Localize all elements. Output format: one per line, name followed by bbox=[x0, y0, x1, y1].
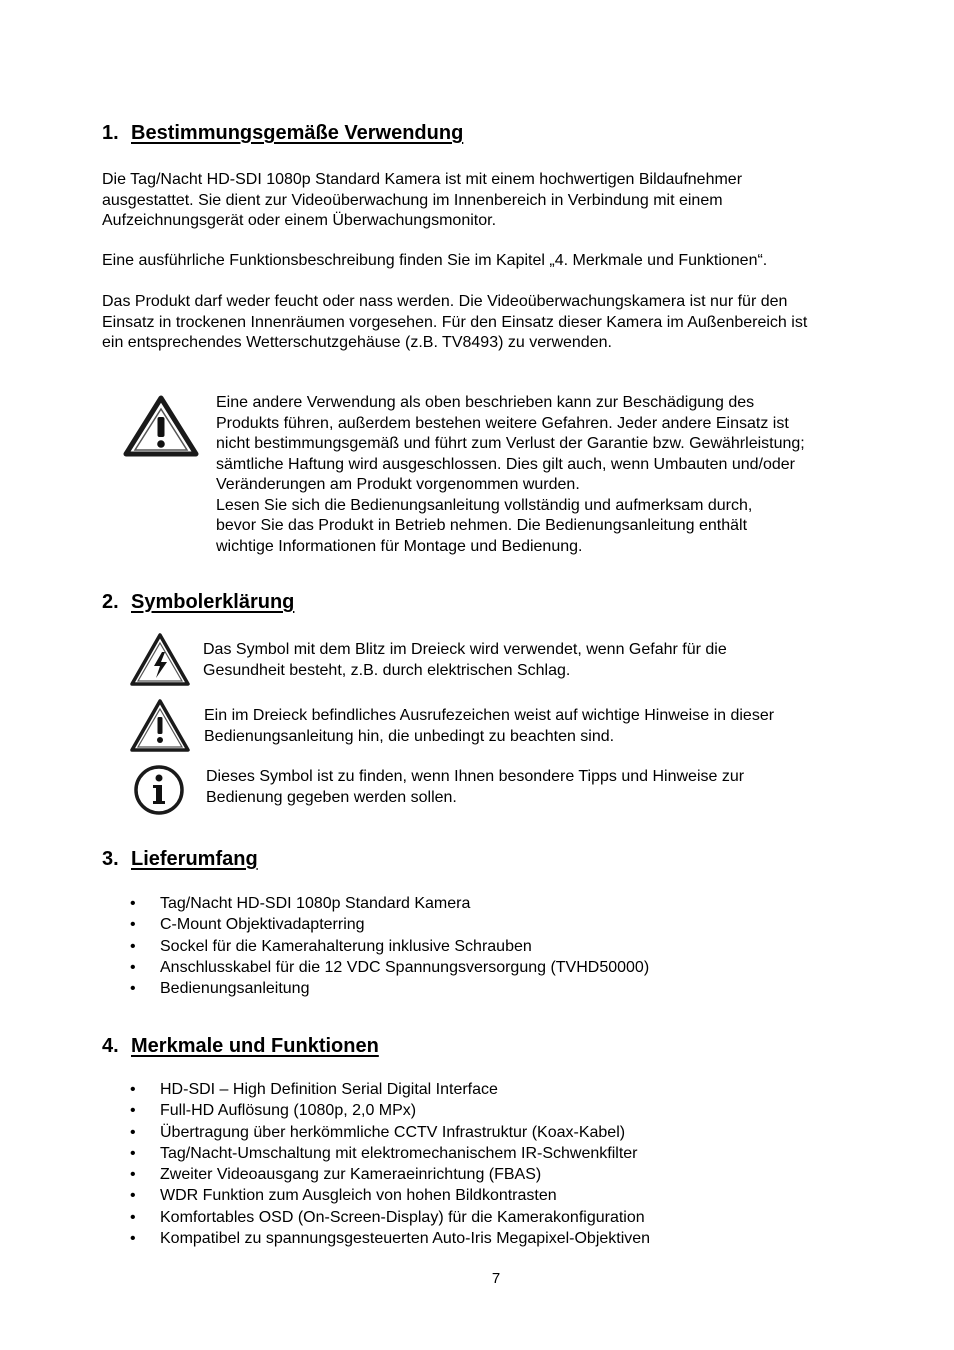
section-title: Bestimmungsgemäße Verwendung bbox=[131, 122, 464, 144]
section-number: 2. bbox=[102, 591, 119, 613]
list-item: • Tag/Nacht HD-SDI 1080p Standard Kamera bbox=[104, 893, 649, 914]
list-item: • Zweiter Videoausgang zur Kameraeinrichtung (FBAS) bbox=[104, 1164, 650, 1185]
list-item: • Bedienungsanleitung bbox=[104, 978, 649, 999]
lightning-triangle-icon bbox=[129, 632, 191, 688]
section-2-heading bbox=[102, 590, 294, 614]
info-symbol-text: Dieses Symbol ist zu finden, wenn Ihnen besondere Tipps und Hinweise zur Bedienung gegeben werden sollen. bbox=[206, 768, 745, 806]
environment-paragraph: Das Produkt darf weder feucht oder nass werden. Die Videoüberwachungskamera ist nur für den Einsatz in trockenen Innenräumen vorgesehen. Für den Einsatz dieser Kamera im Außenbereich ist ein entsprechendes Wetterschutzgehäuse (z.B. TV8493) zu verwenden. bbox=[102, 293, 808, 351]
list-item: • Tag/Nacht-Umschaltung mit elektromechanischem IR-Schwenkfilter bbox=[104, 1143, 650, 1164]
warning-triangle-icon bbox=[123, 394, 199, 458]
list-item: • Komfortables OSD (On-Screen-Display) für die Kamerakonfiguration bbox=[104, 1207, 650, 1228]
list-item: • Anschlusskabel für die 12 VDC Spannungsversorgung (TVHD50000) bbox=[104, 957, 649, 978]
list-item: • Sockel für die Kamerahalterung inklusive Schrauben bbox=[104, 936, 649, 957]
exclamation-triangle-icon bbox=[129, 698, 191, 754]
warning-text: Eine andere Verwendung als oben beschrieben kann zur Beschädigung des Produkts führen, außerdem bestehen weitere Gefahren. Jeder andere Einsatz ist nicht bestimmungsgemäß und führt zum Verlust der Garantie bzw. Gewährleistung; sämtliche Haftung wird ausgeschlossen. Dies gilt auch, wenn Umbauten und/oder Veränderungen am Produkt vorgenommen wurden. Lesen Sie sich die Bedienungsanleitung vollständig und aufmerksam durch, bevor Sie das Produkt in Betrieb nehmen. Die Bedienungsanleitung enthält wichtige Informationen für Montage und Bedienung. bbox=[216, 394, 805, 555]
lightning-symbol-text: Das Symbol mit dem Blitz im Dreieck wird verwendet, wenn Gefahr für die Gesundheit besteht, z.B. durch elektrischen Schlag. bbox=[203, 641, 727, 679]
section-3-heading bbox=[102, 847, 258, 871]
features-list bbox=[104, 1079, 650, 1249]
delivery-list bbox=[104, 893, 649, 999]
list-item: • HD-SDI – High Definition Serial Digital Interface bbox=[104, 1079, 650, 1100]
section-number: 3. bbox=[102, 848, 119, 870]
section-title: Lieferumfang bbox=[131, 848, 258, 870]
section-title: Merkmale und Funktionen bbox=[131, 1035, 379, 1057]
section-title: Symbolerklärung bbox=[131, 591, 295, 613]
info-circle-icon bbox=[132, 763, 186, 817]
section-number: 4. bbox=[102, 1035, 119, 1057]
list-item: • WDR Funktion zum Ausgleich von hohen Bildkontrasten bbox=[104, 1185, 650, 1206]
intro-paragraph: Die Tag/Nacht HD-SDI 1080p Standard Kamera ist mit einem hochwertigen Bildaufnehmer ausgestattet. Sie dient zur Videoüberwachung im Innenbereich in Verbindung mit einem Aufzeichnungsgerät oder einem Überwachungsmonitor. bbox=[102, 171, 743, 229]
list-item: • Übertragung über herkömmliche CCTV Infrastruktur (Koax-Kabel) bbox=[104, 1122, 650, 1143]
exclamation-symbol-text: Ein im Dreieck befindliches Ausrufezeichen weist auf wichtige Hinweise in dieser Bedienungsanleitung hin, die unbedingt zu beachten sind. bbox=[204, 707, 775, 745]
page-number: 7 bbox=[491, 1270, 501, 1287]
list-item: • Full-HD Auflösung (1080p, 2,0 MPx) bbox=[104, 1100, 650, 1121]
reference-paragraph: Eine ausführliche Funktionsbeschreibung finden Sie im Kapitel „4. Merkmale und Funktionen“. bbox=[102, 252, 768, 269]
list-item: • Kompatibel zu spannungsgesteuerten Auto-Iris Megapixel-Objektiven bbox=[104, 1228, 650, 1249]
section-4-heading bbox=[102, 1034, 379, 1058]
list-item: • C-Mount Objektivadapterring bbox=[104, 914, 649, 935]
section-number: 1. bbox=[102, 122, 119, 144]
section-1-heading bbox=[102, 121, 463, 145]
